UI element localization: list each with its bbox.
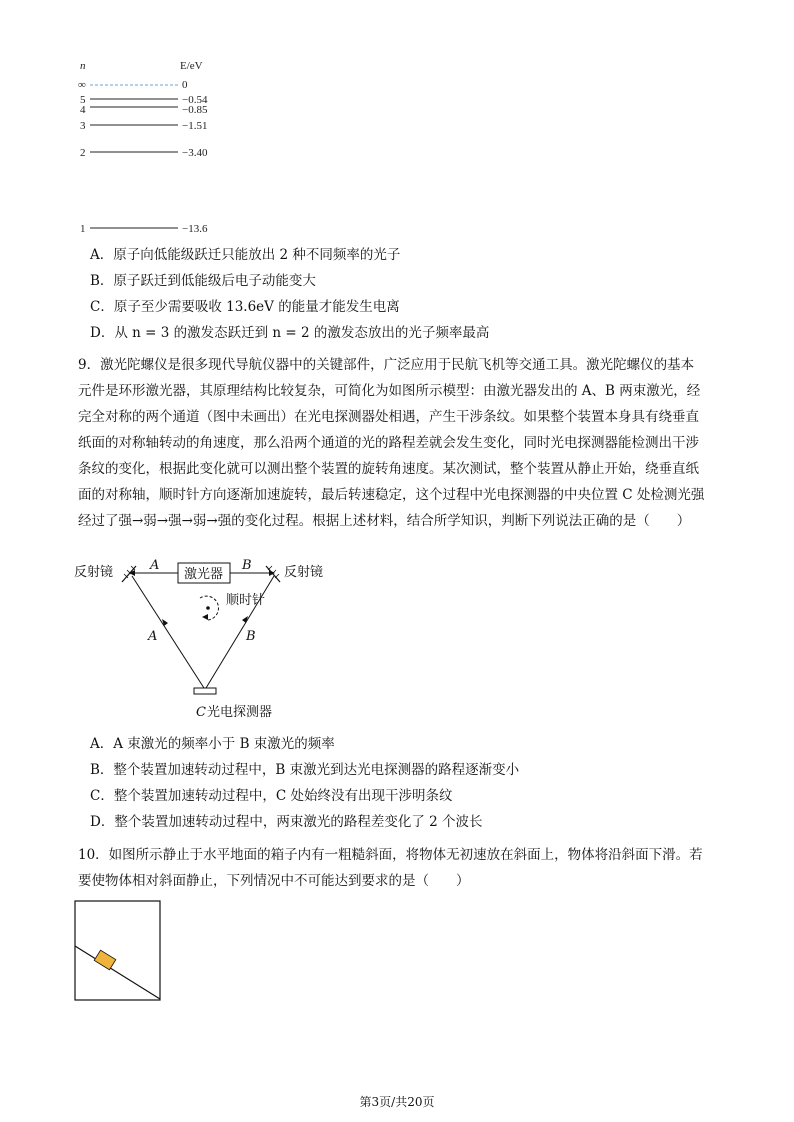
level-energy-3: −1.51	[182, 120, 208, 132]
detector-letter: C	[196, 705, 206, 720]
q9-option-a: A．A 束激光的频率小于 B 束激光的频率	[90, 736, 335, 752]
q10-stem	[78, 842, 728, 894]
n-axis-header: n	[80, 60, 86, 72]
level-label-2: 2	[80, 147, 86, 159]
beam-a-label-side: A	[148, 629, 158, 644]
level-energy-1: −13.6	[182, 223, 208, 235]
beam-a-diagonal	[132, 576, 204, 688]
left-mirror-label: 反射镜	[74, 565, 114, 580]
clockwise-label: 顺时针	[226, 593, 266, 608]
level-label-3: 3	[80, 120, 86, 132]
energy-axis-header: E/eV	[180, 60, 203, 72]
right-mirror-label: 反射镜	[284, 565, 324, 580]
rotation-axis-dot	[206, 606, 210, 610]
laser-gyroscope-figure	[70, 552, 360, 727]
q9-line: 条纹的变化，根据此变化就可以测出整个装置的旋转角速度。某次测试，整个装置从静止开始，绕垂直纸	[78, 461, 699, 477]
q10-line-2: 要使物体相对斜面静止，下列情况中不可能达到要求的是（ ）	[78, 873, 470, 889]
q9-line: 经过了强→弱→强→弱→强的变化过程。根据上述材料，结合所学知识，判断下列说法正确的是（ ）	[78, 513, 691, 529]
q9-line: 9．激光陀螺仪是很多现代导航仪器中的关键部件，广泛应用于民航飞机等交通工具。激光陀螺仪的基本	[78, 357, 695, 373]
level-energy-5: −0.54	[182, 94, 208, 106]
q9-line: 完全对称的两个通道（图中未画出）在光电探测器处相遇，产生干涉条纹。如果整个装置本身具有绕垂直	[78, 409, 699, 425]
beam-b-label-side: B	[246, 629, 256, 644]
q9-line: 面的对称轴，顺时针方向逐渐加速旋转，最后转速稳定，这个过程中光电探测器的中央位置 C 处检测光强	[78, 487, 705, 503]
level-label-inf: ∞	[78, 79, 86, 91]
q9-line: 元件是环形激光器，其原理结构比较复杂，可简化为如图所示模型：由激光器发出的 A、B 两束激光，经	[78, 383, 701, 399]
q9-stem	[78, 352, 728, 534]
level-label-5: 5	[80, 94, 86, 106]
q9-line: 纸面的对称轴转动的角速度，那么沿两个通道的光的路程差就会发生变化，同时光电探测器能检测出干涉	[78, 435, 699, 451]
box-incline-figure	[74, 900, 162, 1002]
q8-option-d: D．从 n = 3 的激发态跃迁到 n = 2 的激发态放出的光子频率最高	[90, 325, 490, 341]
q9-option-d: D．整个装置加速转动过程中，两束激光的路程差变化了 2 个波长	[90, 814, 483, 830]
q10-line-1: 10．如图所示静止于水平地面的箱子内有一粗糙斜面，将物体无初速放在斜面上，物体将沿斜面下滑。若	[78, 847, 703, 863]
box-outline	[75, 901, 160, 1000]
level-energy-inf: 0	[182, 79, 188, 91]
q9-option-c: C．整个装置加速转动过程中，C 处始终没有出现干涉明条纹	[90, 788, 453, 804]
photo-detector	[194, 688, 216, 694]
clockwise-arrowhead-icon	[202, 614, 208, 620]
q8-option-a: A．原子向低能级跃迁只能放出 2 种不同频率的光子	[90, 247, 401, 263]
level-label-4: 4	[80, 104, 86, 116]
right-mirror	[266, 566, 280, 582]
q9-option-b: B．整个装置加速转动过程中，B 束激光到达光电探测器的路程逐渐变小	[90, 762, 520, 778]
beam-a-label-top: A	[150, 558, 160, 573]
q8-option-c: C．原子至少需要吸收 13.6eV 的能量才能发生电离	[90, 299, 400, 315]
level-energy-4: −0.85	[182, 104, 208, 116]
level-energy-2: −3.40	[182, 147, 208, 159]
level-label-1: 1	[80, 223, 86, 235]
laser-label: 激光器	[184, 567, 224, 582]
energy-level-diagram	[60, 55, 260, 240]
detector-label: 光电探测器	[207, 705, 273, 720]
page-footer: 第3页/共20页	[359, 1095, 435, 1109]
beam-b-label-top: B	[242, 558, 252, 573]
q8-option-b: B．原子跃迁到低能级后电子动能变大	[90, 273, 316, 289]
